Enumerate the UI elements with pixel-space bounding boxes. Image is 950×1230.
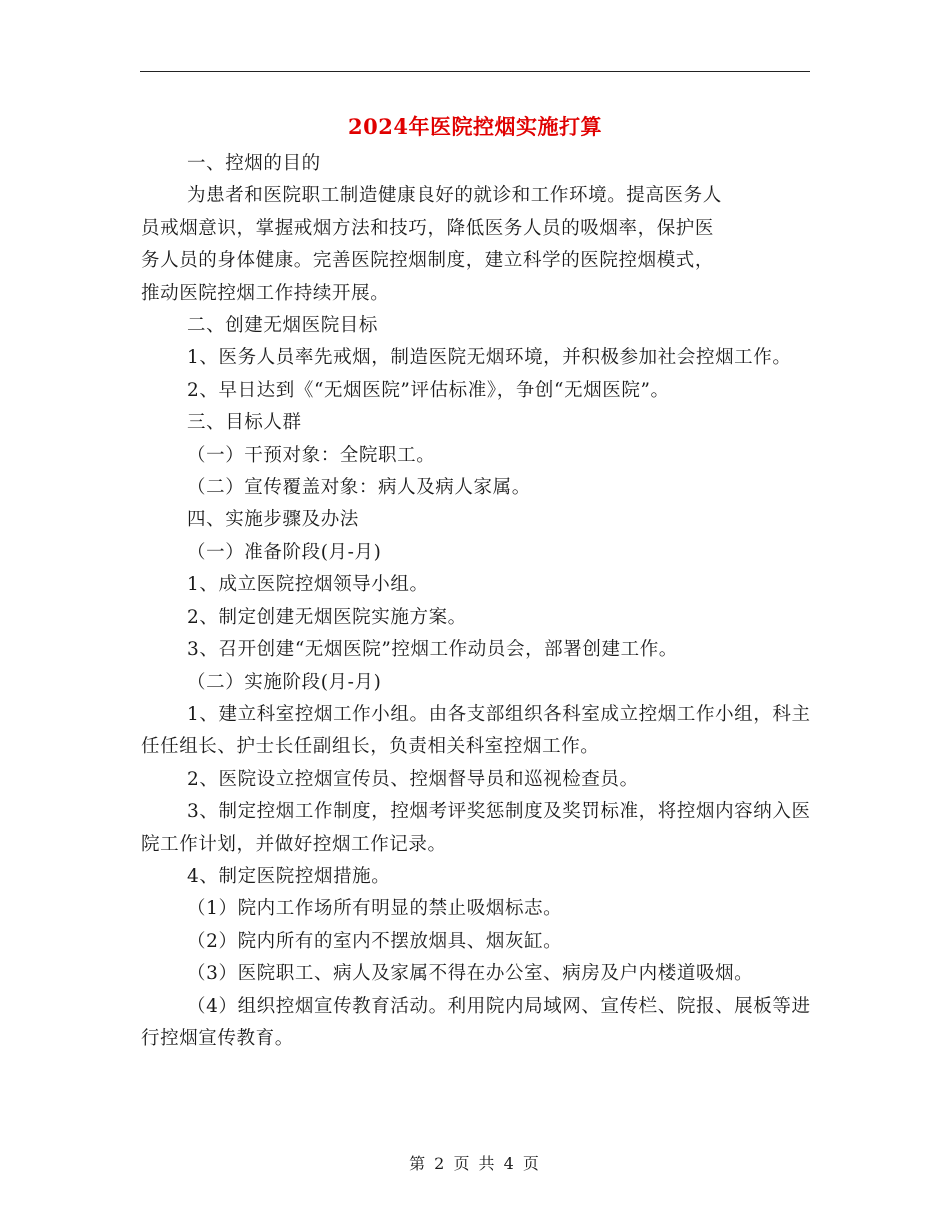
paragraph: 二、创建无烟医院目标 — [187, 315, 379, 337]
paragraph — [141, 180, 813, 310]
paragraph: 1、成立医院控烟领导小组。 — [187, 574, 429, 596]
paragraph: 一、控烟的目的 — [187, 153, 321, 174]
paragraph: （一）准备阶段(月-月) — [187, 541, 382, 563]
document-title: 2024年医院控烟实施打算 — [348, 114, 602, 139]
paragraph: （3）医院职工、病人及家属不得在办公室、病房及户内楼道吸烟。 — [187, 963, 754, 985]
paragraph: 2、早日达到《“无烟医院”评估标准》，争创“无烟医院”。 — [187, 379, 670, 401]
paragraph: 3、召开创建“无烟医院”控烟工作动员会，部署创建工作。 — [187, 639, 678, 661]
paragraph: 四、实施步骤及办法 — [187, 509, 359, 531]
paragraph-line: 为患者和医院职工制造健康良好的就诊和工作环境。提高医务人 — [187, 185, 722, 207]
paragraph: （1）院内工作场所有明显的禁止吸烟标志。 — [187, 898, 563, 920]
paragraph: （二）实施阶段(月-月) — [187, 671, 382, 693]
paragraph-line: 推动医院控烟工作持续开展。 — [141, 282, 390, 304]
paragraph: （一）干预对象：全院职工。 — [187, 444, 436, 466]
paragraph: 3、制定控烟工作制度，控烟考评奖惩制度及奖罚标准，将控烟内容纳入医院工作计划，并做好控烟工作记录。 — [141, 801, 811, 855]
paragraph-line: 务人员的身体健康。完善医院控烟制度，建立科学的医院控烟模式， — [141, 250, 715, 272]
paragraph-line: 员戒烟意识，掌握戒烟方法和技巧，降低医务人员的吸烟率，保护医 — [141, 217, 715, 239]
paragraph: （二）宣传覆盖对象：病人及病人家属。 — [187, 477, 531, 499]
paragraph: 4、制定医院控烟措施。 — [187, 865, 391, 887]
paragraph: （4）组织控烟宣传教育活动。利用院内局域网、宣传栏、院报、展板等进行控烟宣传教育。 — [141, 995, 811, 1049]
paragraph: （2）院内所有的室内不摆放烟具、烟灰缸。 — [187, 930, 563, 952]
paragraph: 三、目标人群 — [187, 412, 302, 434]
paragraph: 1、医务人员率先戒烟，制造医院无烟环境，并积极参加社会控烟工作。 — [187, 347, 792, 369]
document-body — [141, 148, 813, 1055]
paragraph: 1、建立科室控烟工作小组。由各支部组织各科室成立控烟工作小组，科主任任组长、护士长任副组长，负责相关科室控烟工作。 — [141, 703, 811, 758]
paragraph: 2、医院设立控烟宣传员、控烟督导员和巡视检查员。 — [187, 768, 639, 790]
header-rule — [140, 71, 810, 72]
page-number: 第 2 页 共 4 页 — [409, 1154, 541, 1173]
paragraph: 2、制定创建无烟医院实施方案。 — [187, 606, 467, 628]
